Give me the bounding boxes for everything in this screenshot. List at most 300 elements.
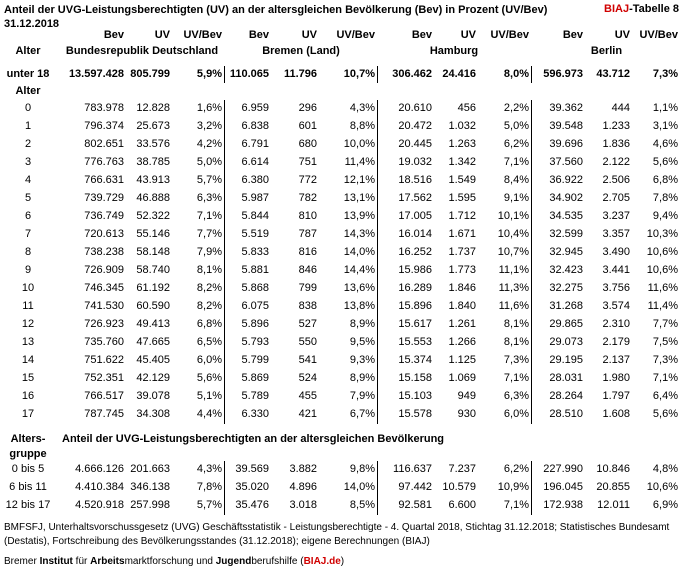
- hh-uv: 24.416: [442, 68, 476, 80]
- hb-uv: 787: [298, 228, 317, 240]
- row-label: unter 18: [6, 68, 50, 80]
- de-bev: 4.666.126: [75, 463, 124, 475]
- hh-ratio: 11,6%: [498, 300, 529, 312]
- de-uv: 49.413: [136, 318, 170, 330]
- age-row: [0, 118, 683, 135]
- de-uv: 45.405: [136, 354, 170, 366]
- hh-bev: 17.005: [398, 210, 432, 222]
- de-uv: 257.998: [130, 499, 170, 511]
- header-ratio: UV/Bev: [336, 29, 375, 41]
- de-uv: 47.665: [136, 336, 170, 348]
- age-row: [0, 370, 683, 387]
- de-uv: 55.146: [136, 228, 170, 240]
- be-bev: 32.599: [549, 228, 583, 240]
- hb-ratio: 12,1%: [343, 174, 375, 186]
- hh-uv: 456: [457, 102, 476, 114]
- region-germany: Bundesrepublik Deutschland: [65, 45, 219, 57]
- hh-uv: 1.261: [448, 318, 476, 330]
- hb-uv: 751: [298, 156, 317, 168]
- be-uv: 1.608: [602, 408, 630, 420]
- be-uv: 3.574: [602, 300, 630, 312]
- de-uv: 42.129: [136, 372, 170, 384]
- be-bev: 29.865: [549, 318, 583, 330]
- de-ratio: 8,2%: [196, 282, 222, 294]
- be-ratio: 5,6%: [652, 408, 678, 420]
- de-bev: 751.622: [84, 354, 124, 366]
- hb-bev: 6.838: [241, 120, 269, 132]
- de-ratio: 5,9%: [196, 68, 222, 80]
- de-ratio: 4,3%: [196, 463, 222, 475]
- title-line-1: Anteil der UVG-Leistungsberechtigten (UV) an der altersgleichen Bevölkerung (Bev) in Prozent (UV/Bev): [4, 4, 548, 16]
- group-row: [0, 497, 683, 514]
- row-label: 12: [21, 318, 35, 330]
- de-bev: 766.631: [84, 174, 124, 186]
- row-label: 6: [24, 210, 32, 222]
- hb-ratio: 13,6%: [343, 282, 375, 294]
- hh-bev: 15.374: [398, 354, 432, 366]
- hb-uv: 4.896: [289, 481, 317, 493]
- hh-uv: 1.342: [448, 156, 476, 168]
- region-hamburg: Hamburg: [429, 45, 479, 57]
- hh-uv: 1.712: [448, 210, 476, 222]
- hb-ratio: 10,0%: [343, 138, 375, 150]
- hh-ratio: 5,0%: [503, 120, 529, 132]
- de-bev: 735.760: [84, 336, 124, 348]
- de-uv: 25.673: [136, 120, 170, 132]
- hh-uv: 930: [457, 408, 476, 420]
- divider: [377, 100, 378, 424]
- be-ratio: 1,1%: [652, 102, 678, 114]
- be-bev: 32.275: [549, 282, 583, 294]
- be-bev: 32.423: [549, 264, 583, 276]
- de-bev: 796.374: [84, 120, 124, 132]
- row-label: 8: [24, 246, 32, 258]
- be-ratio: 7,3%: [652, 68, 678, 80]
- hh-uv: 1.595: [448, 192, 476, 204]
- footer-part: berufshilfe (: [251, 556, 304, 567]
- header-ratio: UV/Bev: [490, 29, 529, 41]
- de-uv: 39.078: [136, 390, 170, 402]
- divider: [531, 461, 532, 515]
- be-ratio: 7,1%: [652, 372, 678, 384]
- region-berlin: Berlin: [590, 45, 623, 57]
- de-ratio: 6,0%: [196, 354, 222, 366]
- hh-ratio: 8,0%: [503, 68, 529, 80]
- hb-ratio: 9,8%: [349, 463, 375, 475]
- hh-bev: 15.158: [398, 372, 432, 384]
- be-ratio: 3,1%: [652, 120, 678, 132]
- de-bev: 738.238: [84, 246, 124, 258]
- be-ratio: 6,4%: [652, 390, 678, 402]
- row-label: 9: [24, 264, 32, 276]
- row-label: 16: [21, 390, 35, 402]
- hh-uv: 10.579: [442, 481, 476, 493]
- hb-ratio: 14,0%: [343, 246, 375, 258]
- row-label: 12 bis 17: [5, 499, 51, 511]
- hh-ratio: 11,1%: [498, 264, 529, 276]
- age-row: [0, 244, 683, 261]
- de-bev: 802.651: [84, 138, 124, 150]
- hh-uv: 1.846: [448, 282, 476, 294]
- hb-bev: 35.020: [235, 481, 269, 493]
- be-bev: 28.264: [549, 390, 583, 402]
- de-bev: 726.923: [84, 318, 124, 330]
- age-row: [0, 316, 683, 333]
- hb-bev: 6.791: [241, 138, 269, 150]
- hb-ratio: 11,4%: [344, 156, 375, 168]
- divider: [377, 461, 378, 515]
- region-bremen: Bremen (Land): [262, 45, 340, 57]
- hh-bev: 15.986: [398, 264, 432, 276]
- de-bev: 726.909: [84, 264, 124, 276]
- hh-ratio: 6,2%: [503, 463, 529, 475]
- hh-bev: 16.289: [398, 282, 432, 294]
- hb-bev: 5.793: [241, 336, 269, 348]
- header-row-2: [0, 43, 683, 60]
- footer-part: für: [72, 556, 91, 567]
- de-uv: 346.138: [130, 481, 170, 493]
- footer-link[interactable]: BIAJ.de: [303, 556, 341, 567]
- age-row: [0, 406, 683, 423]
- be-ratio: 4,8%: [652, 463, 678, 475]
- de-bev: 4.520.918: [75, 499, 124, 511]
- hh-ratio: 10,1%: [497, 210, 529, 222]
- age-row: [0, 388, 683, 405]
- source-note: BMFSFJ, Unterhaltsvorschussgesetz (UVG) Geschäftsstatistik - Leistungsberechtigte - 4. Quartal 2018, Stichtag 31.12.2018; Statistisches Bundesamt (Destatis), Fortschreibung des Bevölkerungsstandes (31.12.2018); eigene Berechnungen (BIAJ): [4, 522, 670, 547]
- be-ratio: 10,6%: [646, 264, 678, 276]
- de-ratio: 5,0%: [196, 156, 222, 168]
- hb-bev: 5.789: [241, 390, 269, 402]
- hh-uv: 1.032: [448, 120, 476, 132]
- header-ratio: UV/Bev: [183, 29, 222, 41]
- hh-uv: 1.266: [448, 336, 476, 348]
- hb-uv: 541: [298, 354, 317, 366]
- de-ratio: 5,6%: [196, 372, 222, 384]
- hh-uv: 1.549: [448, 174, 476, 186]
- hh-uv: 1.773: [448, 264, 476, 276]
- hh-bev: 92.581: [398, 499, 432, 511]
- de-bev: 736.749: [84, 210, 124, 222]
- row-label: 14: [21, 354, 35, 366]
- row-label: 6 bis 11: [9, 481, 47, 493]
- hh-ratio: 9,1%: [503, 192, 529, 204]
- hb-ratio: 13,8%: [343, 300, 375, 312]
- hb-uv: 455: [298, 390, 317, 402]
- age-label-row: [0, 83, 683, 100]
- hh-uv: 6.600: [448, 499, 476, 511]
- hb-uv: 527: [298, 318, 317, 330]
- be-uv: 1.980: [602, 372, 630, 384]
- age-row: [0, 226, 683, 243]
- de-uv: 58.148: [136, 246, 170, 258]
- hb-uv: 296: [298, 102, 317, 114]
- row-label: 0 bis 5: [11, 463, 45, 475]
- de-ratio: 7,7%: [196, 228, 222, 240]
- de-ratio: 5,7%: [196, 174, 222, 186]
- be-bev: 36.922: [549, 174, 583, 186]
- be-uv: 3.441: [602, 264, 630, 276]
- hh-ratio: 8,1%: [503, 336, 529, 348]
- hb-uv: 421: [298, 408, 317, 420]
- hh-bev: 20.472: [398, 120, 432, 132]
- row-label: 17: [21, 408, 35, 420]
- de-uv: 12.828: [136, 102, 170, 114]
- hb-ratio: 8,9%: [349, 318, 375, 330]
- hh-uv: 1.840: [448, 300, 476, 312]
- hh-ratio: 7,3%: [503, 354, 529, 366]
- hb-bev: 6.380: [241, 174, 269, 186]
- hb-bev: 5.869: [241, 372, 269, 384]
- hb-uv: 772: [298, 174, 317, 186]
- row-label: 5: [24, 192, 32, 204]
- age-row: [0, 100, 683, 117]
- be-uv: 12.011: [597, 499, 630, 511]
- be-uv: 2.137: [602, 354, 630, 366]
- be-ratio: 7,3%: [652, 354, 678, 366]
- hb-uv: 11.796: [283, 68, 317, 80]
- hh-ratio: 6,2%: [503, 138, 529, 150]
- hh-uv: 1.263: [448, 138, 476, 150]
- age-row: [0, 280, 683, 297]
- header-uv: UV: [460, 29, 476, 41]
- hb-uv: 3.882: [289, 463, 317, 475]
- hb-uv: 838: [298, 300, 317, 312]
- age-row: [0, 352, 683, 369]
- hb-bev: 5.519: [241, 228, 269, 240]
- be-bev: 34.902: [549, 192, 583, 204]
- be-uv: 3.357: [602, 228, 630, 240]
- be-bev: 39.362: [549, 102, 583, 114]
- de-ratio: 5,1%: [196, 390, 222, 402]
- hb-bev: 6.330: [241, 408, 269, 420]
- footer-part: Jugend: [215, 556, 252, 567]
- de-bev: 741.530: [84, 300, 124, 312]
- be-uv: 1.233: [602, 120, 630, 132]
- be-ratio: 10,6%: [646, 246, 678, 258]
- hb-uv: 550: [298, 336, 317, 348]
- de-bev: 783.978: [84, 102, 124, 114]
- hb-bev: 5.868: [241, 282, 269, 294]
- header-ratio: UV/Bev: [639, 29, 678, 41]
- hh-bev: 20.610: [398, 102, 432, 114]
- hb-bev: 6.614: [241, 156, 269, 168]
- footer-part: ): [340, 556, 345, 567]
- be-ratio: 6,9%: [652, 499, 678, 511]
- be-uv: 1.797: [602, 390, 630, 402]
- header-bev: Bev: [248, 29, 269, 41]
- hb-bev: 39.569: [235, 463, 269, 475]
- hb-bev: 5.799: [241, 354, 269, 366]
- row-label: 2: [24, 138, 32, 150]
- hb-ratio: 8,8%: [349, 120, 375, 132]
- hh-uv: 1.671: [448, 228, 476, 240]
- hb-bev: 5.987: [241, 192, 269, 204]
- de-bev: 720.613: [84, 228, 124, 240]
- be-bev: 196.045: [543, 481, 583, 493]
- be-uv: 10.846: [596, 463, 630, 475]
- be-ratio: 7,8%: [652, 192, 678, 204]
- de-uv: 38.785: [136, 156, 170, 168]
- be-bev: 29.073: [549, 336, 583, 348]
- de-bev: 13.597.428: [68, 68, 124, 80]
- be-bev: 28.031: [549, 372, 583, 384]
- de-uv: 201.663: [130, 463, 170, 475]
- be-ratio: 5,6%: [652, 156, 678, 168]
- footer: [4, 556, 344, 567]
- hb-uv: 3.018: [289, 499, 317, 511]
- hb-bev: 110.065: [229, 68, 269, 80]
- row-label: 1: [24, 120, 32, 132]
- de-ratio: 1,6%: [196, 102, 222, 114]
- be-ratio: 4,6%: [652, 138, 678, 150]
- be-ratio: 9,4%: [652, 210, 678, 222]
- de-uv: 805.799: [130, 68, 170, 80]
- hb-bev: 35.476: [235, 499, 269, 511]
- be-bev: 172.938: [543, 499, 583, 511]
- be-ratio: 11,4%: [647, 300, 678, 312]
- hh-ratio: 6,3%: [503, 390, 529, 402]
- header-uv: UV: [614, 29, 630, 41]
- de-uv: 34.308: [136, 408, 170, 420]
- hb-ratio: 8,5%: [349, 499, 375, 511]
- age-row: [0, 208, 683, 225]
- be-uv: 2.179: [602, 336, 630, 348]
- title-date: 31.12.2018: [4, 18, 60, 30]
- hh-bev: 97.442: [398, 481, 432, 493]
- be-bev: 37.560: [549, 156, 583, 168]
- de-ratio: 7,1%: [196, 210, 222, 222]
- age-row: [0, 190, 683, 207]
- hh-bev: 18.516: [398, 174, 432, 186]
- be-uv: 1.836: [602, 138, 630, 150]
- hh-bev: 15.896: [398, 300, 432, 312]
- be-uv: 3.756: [602, 282, 630, 294]
- hh-ratio: 10,7%: [497, 246, 529, 258]
- header-age: Alter: [15, 45, 41, 57]
- table-tag: [604, 3, 679, 15]
- age-label: Alter: [15, 85, 41, 97]
- be-bev: 34.535: [549, 210, 583, 222]
- hh-bev: 20.445: [398, 138, 432, 150]
- de-ratio: 6,5%: [196, 336, 222, 348]
- row-label: 11: [22, 300, 34, 312]
- hb-uv: 782: [298, 192, 317, 204]
- header-bev: Bev: [411, 29, 432, 41]
- hb-uv: 846: [298, 264, 317, 276]
- header-bev: Bev: [562, 29, 583, 41]
- be-bev: 39.696: [549, 138, 583, 150]
- hb-ratio: 13,1%: [343, 192, 375, 204]
- hh-ratio: 10,9%: [497, 481, 529, 493]
- de-ratio: 7,8%: [196, 481, 222, 493]
- hh-uv: 1.125: [448, 354, 476, 366]
- group-row: [0, 461, 683, 478]
- footer-part: Institut: [39, 556, 73, 567]
- de-ratio: 6,8%: [196, 318, 222, 330]
- group-header-title: Anteil der UVG-Leistungsberechtigten an der altersgleichen Bevölkerung: [62, 433, 445, 445]
- be-ratio: 10,6%: [646, 481, 678, 493]
- de-ratio: 8,2%: [196, 300, 222, 312]
- be-bev: 31.268: [549, 300, 583, 312]
- hb-bev: 5.896: [241, 318, 269, 330]
- hh-bev: 16.252: [398, 246, 432, 258]
- row-label: 15: [21, 372, 35, 384]
- hh-ratio: 7,1%: [503, 372, 529, 384]
- age-row: [0, 172, 683, 189]
- age-row: [0, 262, 683, 279]
- de-uv: 33.576: [136, 138, 170, 150]
- be-uv: 43.712: [596, 68, 630, 80]
- group-header-line-2: gruppe: [9, 448, 47, 460]
- hb-ratio: 14,4%: [343, 264, 375, 276]
- hh-bev: 15.103: [398, 390, 432, 402]
- footer-part: marktforschung und: [124, 556, 216, 567]
- de-ratio: 5,7%: [196, 499, 222, 511]
- hb-uv: 524: [298, 372, 317, 384]
- be-uv: 3.490: [602, 246, 630, 258]
- hb-uv: 799: [298, 282, 317, 294]
- de-ratio: 6,3%: [196, 192, 222, 204]
- hb-ratio: 14,0%: [343, 481, 375, 493]
- hh-uv: 1.737: [448, 246, 476, 258]
- be-ratio: 7,5%: [652, 336, 678, 348]
- hb-ratio: 13,9%: [343, 210, 375, 222]
- de-uv: 46.888: [136, 192, 170, 204]
- be-ratio: 10,3%: [646, 228, 678, 240]
- be-bev: 29.195: [549, 354, 583, 366]
- be-ratio: 7,7%: [652, 318, 678, 330]
- hh-bev: 116.637: [393, 463, 432, 475]
- hh-bev: 16.014: [398, 228, 432, 240]
- hb-bev: 6.959: [241, 102, 269, 114]
- hh-ratio: 8,4%: [503, 174, 529, 186]
- be-bev: 28.510: [549, 408, 583, 420]
- de-ratio: 4,2%: [196, 138, 222, 150]
- row-label: 3: [24, 156, 32, 168]
- be-bev: 596.973: [543, 68, 583, 80]
- de-ratio: 3,2%: [196, 120, 222, 132]
- hh-bev: 19.032: [398, 156, 432, 168]
- header-row-1: [0, 27, 683, 44]
- hh-ratio: 6,0%: [503, 408, 529, 420]
- divider: [224, 66, 225, 83]
- hb-uv: 601: [298, 120, 317, 132]
- header-uv: UV: [301, 29, 317, 41]
- hb-ratio: 6,7%: [349, 408, 375, 420]
- hb-uv: 680: [298, 138, 317, 150]
- be-ratio: 6,8%: [652, 174, 678, 186]
- tag-rest: -Tabelle 8: [629, 3, 679, 15]
- under18-row: [0, 66, 683, 83]
- de-ratio: 8,1%: [196, 264, 222, 276]
- footer-part: Arbeits: [90, 556, 125, 567]
- divider: [224, 100, 225, 424]
- hb-bev: 6.075: [241, 300, 269, 312]
- group-row: [0, 479, 683, 496]
- hh-ratio: 2,2%: [503, 102, 529, 114]
- hh-ratio: 10,4%: [497, 228, 529, 240]
- hh-bev: 15.578: [398, 408, 432, 420]
- divider: [531, 100, 532, 424]
- be-uv: 444: [611, 102, 630, 114]
- hh-ratio: 11,3%: [498, 282, 529, 294]
- de-bev: 776.763: [84, 156, 124, 168]
- hb-ratio: 8,9%: [349, 372, 375, 384]
- hh-uv: 949: [457, 390, 476, 402]
- age-row: [0, 154, 683, 171]
- be-ratio: 11,6%: [647, 282, 678, 294]
- de-uv: 61.192: [136, 282, 170, 294]
